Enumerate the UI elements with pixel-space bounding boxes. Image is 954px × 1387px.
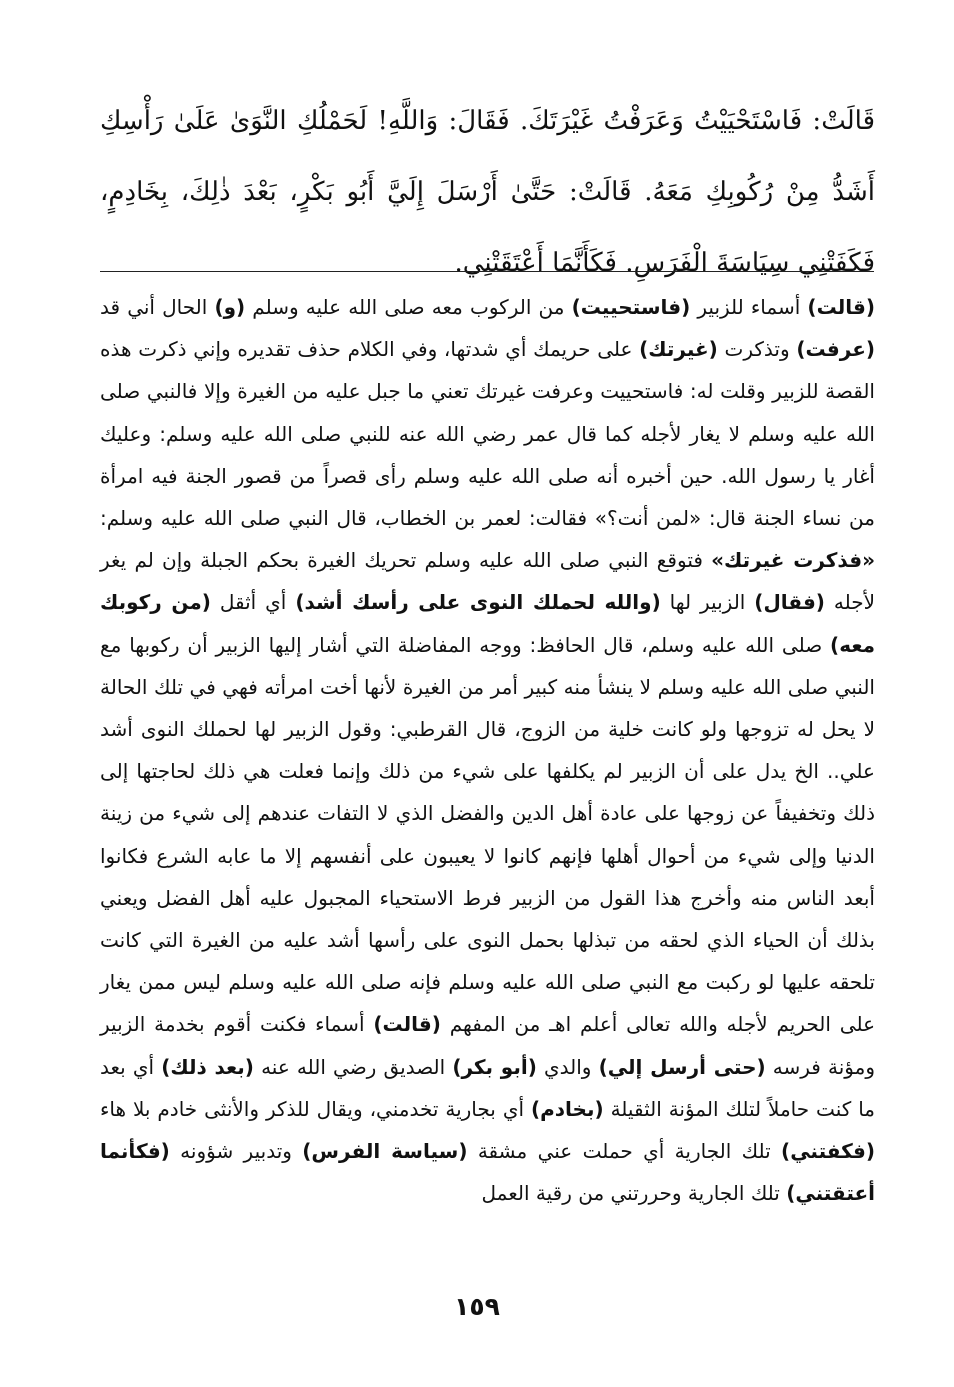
- hadith-text: قَالَتْ: فَاسْتَحْيَيْتُ وَعَرَفْتُ غَيْرَتَكَ. فَقَالَ: وَاللَّهِ! لَحَمْلُكِ النَّوَىٰ عَلَىٰ رَأْسِكِ أَشَدُّ مِنْ رُكُوبِكِ مَعَهُ. قَالَتْ: حَتَّىٰ أَرْسَلَ إِلَيَّ أَبُو بَكْرٍ، بَعْدَ ذٰلِكَ، بِخَادِمٍ، فَكَفَتْنِي سِيَاسَةَ الْفَرَسِ. فَكَأَنَّمَا أَعْتَقَتْنِي.: [100, 106, 875, 278]
- commentary-emphasis: (فاستحييت): [571, 295, 691, 319]
- commentary-emphasis: (فقال): [754, 590, 825, 615]
- commentary-segment: أي بعد ما كنت حاملاً لتلك المؤنة الثقيلة: [100, 1054, 876, 1121]
- footnote-divider: [100, 271, 874, 272]
- commentary-emphasis: (قالت): [807, 295, 875, 319]
- commentary-text: [100, 286, 875, 1214]
- commentary-emphasis: (بخادم): [530, 1096, 604, 1121]
- commentary-emphasis: (عرفت): [796, 337, 875, 362]
- commentary-segment: تلك الجارية وحررتني من رقية العمل: [481, 1181, 787, 1206]
- commentary-segment: أي أثقل: [210, 590, 296, 615]
- commentary-segment: أسماء للزبير: [690, 295, 808, 319]
- commentary-emphasis: (أبو بكر): [452, 1054, 537, 1079]
- commentary-emphasis: (قالت): [373, 1012, 441, 1037]
- commentary-emphasis: (بعد ذلك): [161, 1054, 254, 1079]
- commentary-emphasis: (والله لحملك النوى على رأسك أشد): [295, 590, 661, 615]
- commentary-segment: وتدبير شؤونه: [169, 1139, 303, 1164]
- commentary-segment: صلى الله عليه وسلم، قال الحافظ: ووجه المفاضلة التي أشار إليها الزبير أن ركوبها مع النبي صلى الله عليه وسلم لا ينشأ منه كبير أمر من الغيرة لأنها أخت امرأته فهي في تلك الحالة لا يحل له تزوجها ولو كانت خلية من الزوج، قال القرطبي: وقول الزبير لها لحملك النوى أشد علي.. الخ يدل على أن الزبير لم يكلفها على شيء من ذلك وإنما فعلت هي ذلك لحاجتها إلى ذلك وتخفيفاً عن زوجها على عادة أهل الدين والفضل الذي لا التفات عندهم إلى شيء من زينة الدنيا وإلى شيء من أحوال أهلها فإنهم كانوا لا يعيبون على أنفسهم إلا ما عابه الشرع فكانوا أبعد الناس منه وأخرج هذا القول من الزبير فرط الاستحياء المجبول عليه أهل الفضل ويعني بذلك أن الحياء الذي لحقه من تبذلها بحمل النوى على رأسها أشد عليه من الغيرة التي كانت تلحقه عليها لو ركبت مع النبي صلى الله عليه وسلم فإنه صلى الله عليه وسلم ليس ممن يغار على الحريم لأجله والله تعالى أعلم اهـ من المفهم: [100, 632, 875, 1037]
- commentary-emphasis: (و): [214, 295, 246, 319]
- commentary-segment: أسماء فكنت أقوم بخدمة الزبير ومؤنة فرسه: [100, 1012, 875, 1079]
- commentary-segment: والدي: [536, 1054, 599, 1079]
- commentary-segment: على حريمك أي شدتها، وفي الكلام حذف تقديره وإني ذكرت هذه القصة للزبير وقلت له: فاستحييت وعرفت غيرتك تعني ما جبل عليه من الغيرة وإلا فالنبي صلى الله عليه وسلم لا يغار لأجله كما قال عمر رضي الله عنه للنبي صلى الله عليه وسلم: وعليك أغار يا رسول الله. حين أخبره أنه صلى الله عليه وسلم رأى قصراً من قصور الجنة فيه امرأة من نساء الجنة قال: «لمن أنت؟» فقالت: لعمر بن الخطاب، قال النبي صلى الله عليه وسلم:: [100, 337, 875, 531]
- commentary-segment: أي بجارية تخدمني، ويقال للذكر والأنثى خادم بلا هاء: [100, 1096, 531, 1121]
- commentary-segment: فتوقع النبي صلى الله عليه وسلم تحريك الغيرة بحكم الجبلة وإن لم يغر لأجله: [100, 548, 875, 615]
- commentary-segment: من الركوب معه صلى الله عليه وسلم: [245, 295, 572, 319]
- commentary-emphasis: (حتى أرسل إلي): [598, 1054, 766, 1079]
- commentary-segment: تلك الجارية أي حملت عني مشقة: [467, 1139, 782, 1164]
- commentary-emphasis: (من ركوبك معه): [100, 590, 875, 657]
- commentary-emphasis: «فذكرت غيرتك»: [711, 548, 875, 573]
- commentary-segment: الزبير لها: [660, 590, 755, 615]
- commentary-segment: الحال أني قد: [100, 295, 215, 319]
- commentary-emphasis: (فكفتني): [781, 1139, 876, 1164]
- commentary-segment: الصديق رضي الله عنه: [253, 1054, 453, 1079]
- commentary-segment: وتذكرت: [717, 337, 797, 362]
- commentary-emphasis: (سياسة الفرس): [302, 1139, 468, 1164]
- commentary-emphasis: (فكأنما أعتقتني): [100, 1139, 875, 1206]
- commentary-emphasis: (غيرتك): [639, 337, 718, 362]
- page-number: ١٥٩: [454, 1292, 500, 1321]
